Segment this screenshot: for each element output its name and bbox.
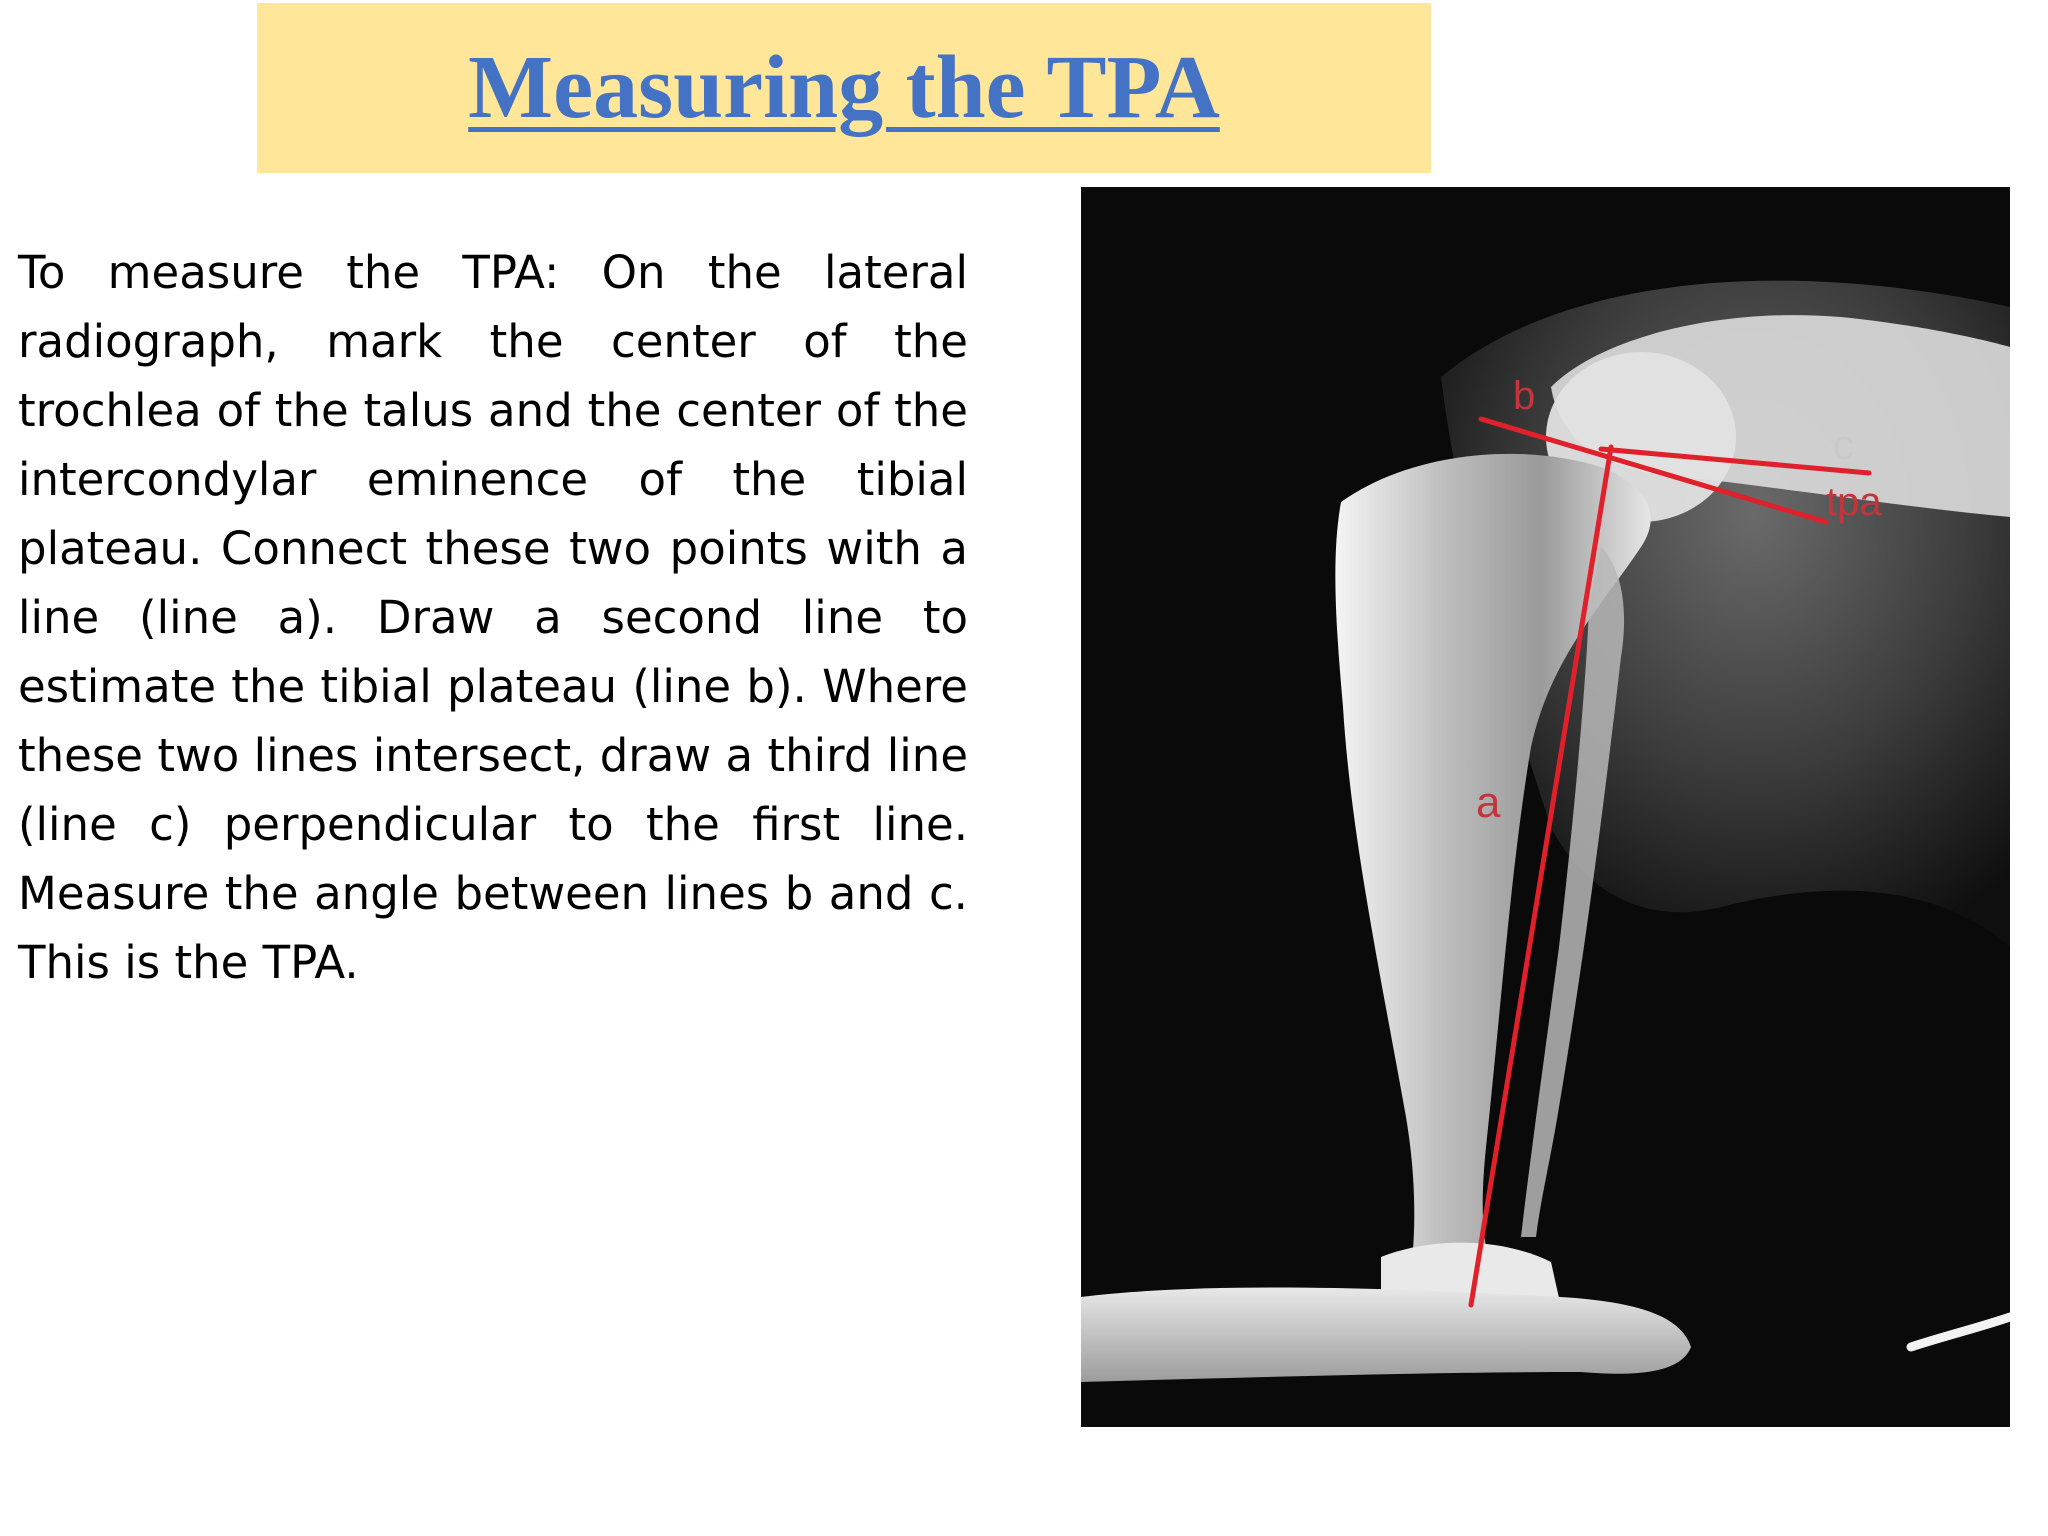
- title-banner: [257, 3, 1431, 173]
- radiograph-image: [1081, 187, 2010, 1427]
- foot: [1081, 1288, 1691, 1382]
- patella: [1749, 419, 1813, 455]
- instructions-text: To measure the TPA: On the lateral radiograph, mark the center of the trochlea of the talus and the center of the intercondylar eminence of the tibial plateau. Connect these two points with a line (line a). Draw a second line to estimate the tibial plateau (line b). Where these two lines intersect, draw a third line (line c) perpendicular to the first line. Measure the angle between lines b and c. This is the TPA.: [18, 246, 968, 989]
- label-a: a: [1476, 778, 1501, 827]
- label-b: b: [1513, 374, 1536, 418]
- label-c: c: [1833, 421, 1854, 468]
- slide-title: Measuring the TPA: [468, 38, 1220, 137]
- wire-artifact: [1911, 1317, 2010, 1347]
- label-tpa: tpa: [1826, 480, 1882, 524]
- radiograph-illustration: [1081, 187, 2010, 1427]
